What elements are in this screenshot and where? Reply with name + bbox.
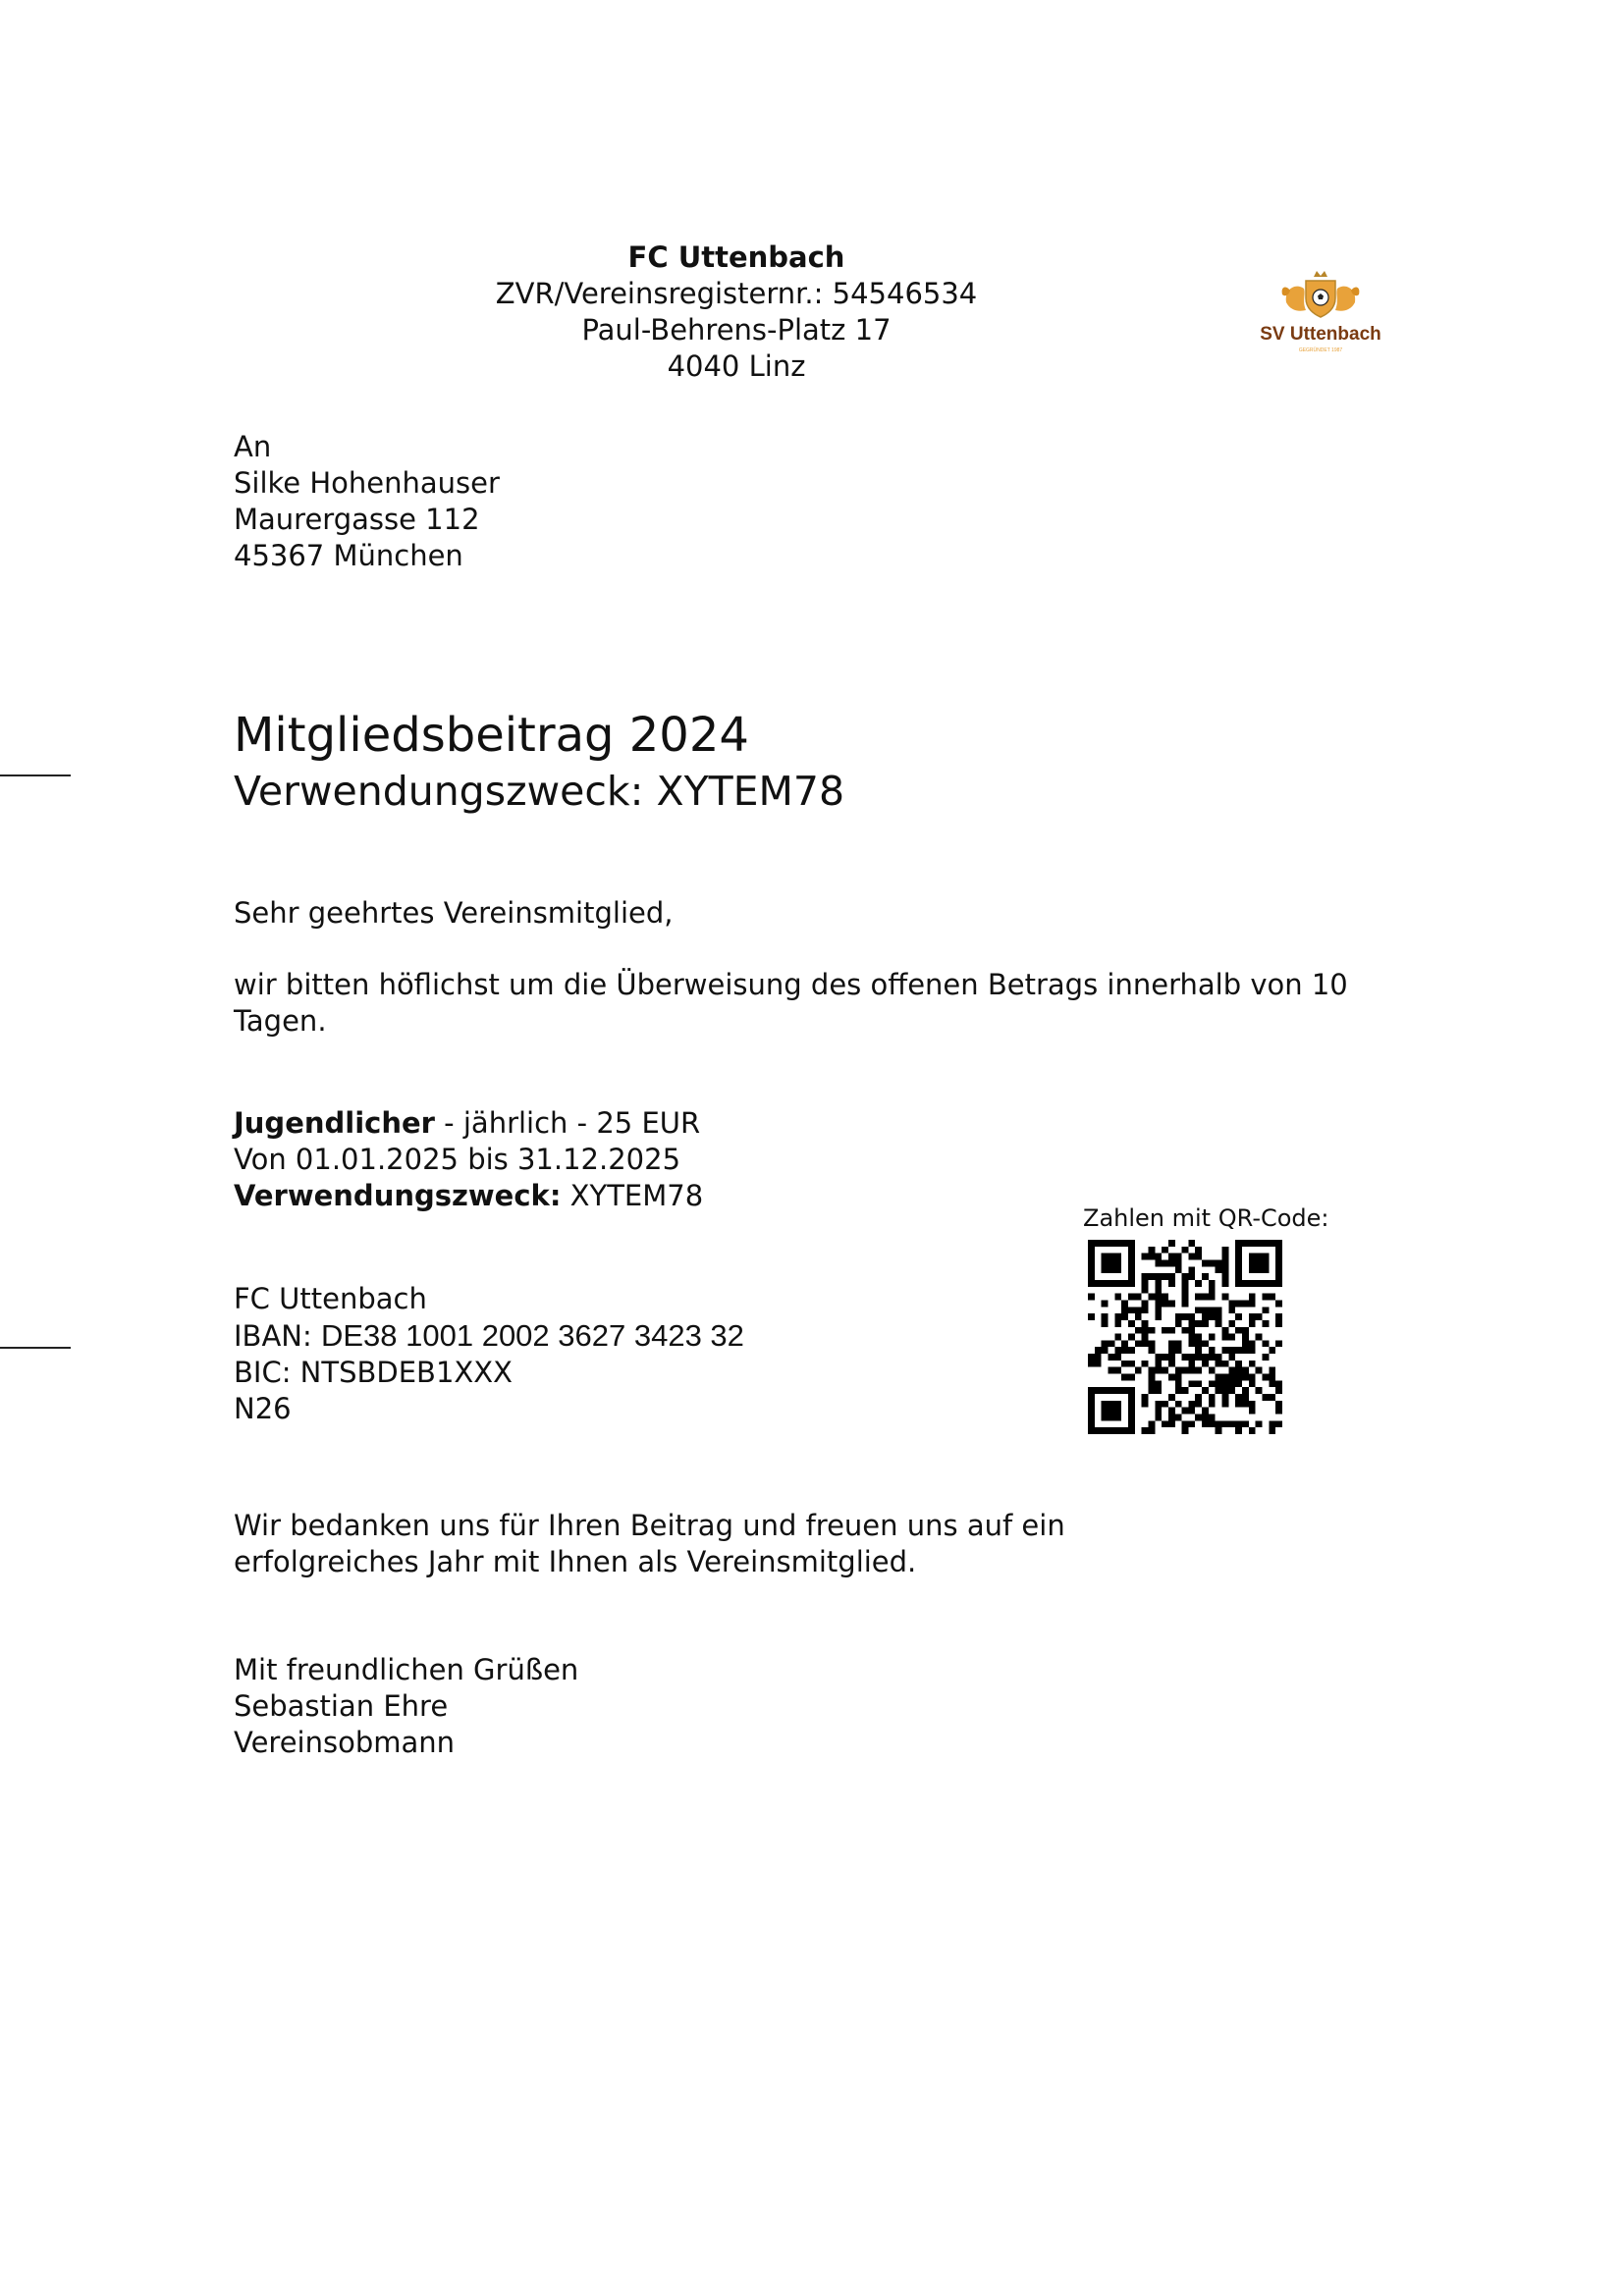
sender-city: 4040 Linz [667, 349, 806, 383]
signer-role: Vereinsobmann [234, 1726, 456, 1759]
subject-title: Mitgliedsbeitrag 2024 [234, 708, 749, 763]
sender-name: FC Uttenbach [627, 240, 845, 274]
sender-header [393, 240, 1080, 385]
bank-recipient: FC Uttenbach [234, 1282, 427, 1315]
membership-reference-label: Verwendungszweck: [234, 1179, 562, 1212]
recipient-address [234, 429, 500, 574]
sender-street: Paul-Behrens-Platz 17 [581, 313, 892, 347]
fold-mark-top [0, 774, 71, 776]
closing-greeting: Mit freundlichen Grüßen [234, 1653, 579, 1686]
membership-period: Von 01.01.2025 bis 31.12.2025 [234, 1143, 681, 1176]
payment-request: wir bitten höflichst um die Überweisung des offenen Betrags innerhalb von 10 Tagen. [234, 968, 1348, 1038]
membership-fee: - jährlich - 25 EUR [434, 1106, 701, 1140]
fold-mark-bottom [0, 1347, 71, 1349]
signer-name: Sebastian Ehre [234, 1689, 449, 1723]
thanks-text: Wir bedanken uns für Ihren Beitrag und freuen uns auf ein erfolgreiches Jahr mit Ihnen als Vereinsmitglied. [234, 1509, 1065, 1578]
recipient-name: Silke Hohenhauser [234, 466, 500, 500]
recipient-city: 45367 München [234, 539, 463, 572]
subject-reference: Verwendungszweck: XYTEM78 [234, 768, 845, 815]
sender-registry: ZVR/Vereinsregisternr.: 54546534 [495, 277, 978, 310]
logo-tagline: GEGRÜNDET 1987 [1298, 347, 1343, 353]
membership-reference-value: XYTEM78 [561, 1179, 704, 1212]
membership-type: Jugendlicher [234, 1106, 435, 1140]
iban-value: DE38 1001 2002 3627 3423 32 [320, 1318, 744, 1353]
logo-text: SV Uttenbach [1260, 324, 1381, 345]
closing-block [234, 1652, 1412, 1761]
bank-name: N26 [234, 1392, 292, 1425]
recipient-prefix: An [234, 430, 272, 463]
subject-block [234, 707, 844, 819]
iban-label: IBAN: [234, 1319, 321, 1353]
salutation: Sehr geehrtes Vereinsmitglied, [234, 896, 674, 930]
bank-details [234, 1281, 1412, 1427]
qr-label: Zahlen mit QR-Code: [1083, 1204, 1329, 1232]
recipient-street: Maurergasse 112 [234, 503, 480, 536]
club-logo [1247, 267, 1394, 365]
bic: BIC: NTSBDEB1XXX [234, 1356, 513, 1389]
membership-details [234, 1105, 1412, 1214]
